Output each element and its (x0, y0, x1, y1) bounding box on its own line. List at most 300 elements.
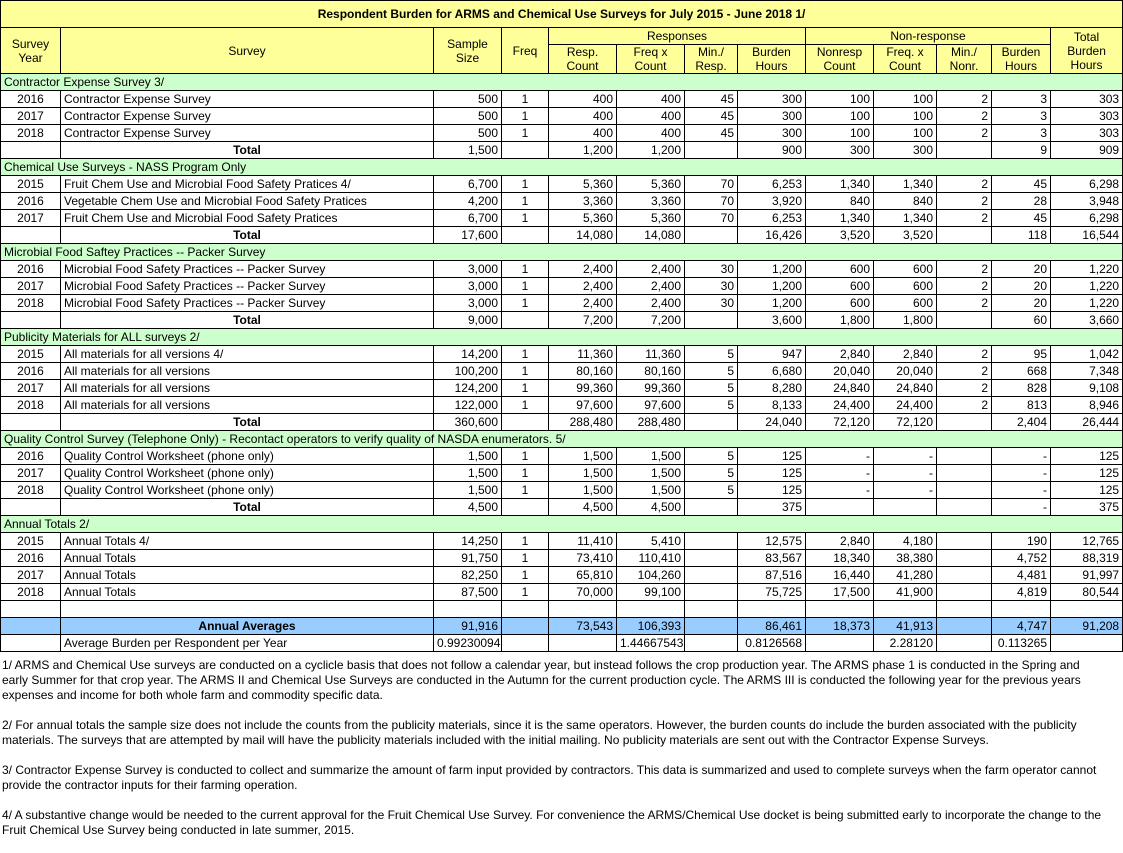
cell: 91,916 (434, 618, 502, 635)
cell: 125 (1051, 482, 1123, 499)
cell: 1 (502, 261, 549, 278)
cell: 24,400 (806, 397, 874, 414)
cell: - (992, 465, 1051, 482)
cell: 41,913 (874, 618, 937, 635)
cell (937, 465, 992, 482)
cell: 4,180 (874, 533, 937, 550)
cell: 3,360 (549, 193, 617, 210)
cell (1, 142, 61, 159)
cell: 124,200 (434, 380, 502, 397)
table-row (1, 584, 1123, 601)
cell (685, 414, 738, 431)
cell: 80,544 (1051, 584, 1123, 601)
cell: 4,500 (434, 499, 502, 516)
cell: 5 (685, 397, 738, 414)
cell: 91,208 (1051, 618, 1123, 635)
cell (685, 312, 738, 329)
cell: 2 (937, 176, 992, 193)
header-resp-count: Resp. Count (549, 45, 617, 74)
cell: 1,340 (874, 176, 937, 193)
section-header (1, 431, 1123, 448)
cell: Annual Totals (61, 550, 434, 567)
cell: 20 (992, 261, 1051, 278)
cell: 500 (434, 125, 502, 142)
cell: 91,997 (1051, 567, 1123, 584)
cell (937, 227, 992, 244)
cell: 2 (937, 278, 992, 295)
cell: 14,200 (434, 346, 502, 363)
cell: 668 (992, 363, 1051, 380)
cell: 947 (738, 346, 806, 363)
header-total-burden-hours: Total Burden Hours (1051, 28, 1123, 74)
cell: 73,543 (549, 618, 617, 635)
cell: 2,840 (874, 346, 937, 363)
cell (685, 142, 738, 159)
cell: Annual Totals 4/ (61, 533, 434, 550)
cell (992, 601, 1051, 618)
cell: 1 (502, 278, 549, 295)
section-title: Contractor Expense Survey 3/ (1, 74, 1123, 91)
cell: 2018 (1, 295, 61, 312)
cell: 1,500 (549, 482, 617, 499)
cell: 909 (1051, 142, 1123, 159)
cell: 12,765 (1051, 533, 1123, 550)
cell (1, 635, 61, 652)
cell: 1,500 (434, 448, 502, 465)
cell: 5,360 (549, 176, 617, 193)
cell: 300 (738, 91, 806, 108)
section-title: Chemical Use Surveys - NASS Program Only (1, 159, 1123, 176)
cell: 87,516 (738, 567, 806, 584)
cell: 125 (738, 448, 806, 465)
cell: 2,404 (992, 414, 1051, 431)
cell (874, 601, 937, 618)
cell: 1,220 (1051, 295, 1123, 312)
cell: 1,500 (434, 482, 502, 499)
cell (937, 567, 992, 584)
cell: 30 (685, 295, 738, 312)
cell: 1 (502, 363, 549, 380)
cell: 5 (685, 363, 738, 380)
footnotes (0, 652, 1109, 838)
cell (502, 601, 549, 618)
cell: 900 (738, 142, 806, 159)
cell: 1,042 (1051, 346, 1123, 363)
cell: 2016 (1, 193, 61, 210)
cell: 7,200 (549, 312, 617, 329)
table-row (1, 193, 1123, 210)
cell: - (874, 465, 937, 482)
cell: 1,200 (738, 261, 806, 278)
cell: Fruit Chem Use and Microbial Food Safety Pratices (61, 210, 434, 227)
cell: 100 (874, 108, 937, 125)
cell: 3,000 (434, 261, 502, 278)
cell: 1,800 (874, 312, 937, 329)
cell: 106,393 (617, 618, 685, 635)
cell: 1 (502, 567, 549, 584)
section-header (1, 74, 1123, 91)
cell: All materials for all versions (61, 363, 434, 380)
footnote-1: 1/ ARMS and Chemical Use surveys are conducted on a cycliclе basis that does not follow a calendar year, but instead follows the crop production year. The ARMS phase 1 is conducted in the Spring and early Summer for that crop year. The ARMS II and Chemical Use Surveys are conducted in the Autumn for the current production cycle. The ARMS III is conducted the following year for the previous years expenses and income for both whole farm and commodity specific data. (2, 658, 1081, 702)
cell: 2 (937, 108, 992, 125)
cell: Annual Averages (61, 618, 434, 635)
table-row (1, 550, 1123, 567)
cell: Total (61, 142, 434, 159)
footnote-2: 2/ For annual totals the sample size does not include the counts from the publicity materials, since it is the same operators. However, the burden counts do include the burden associated with the publicity materials. The surveys that are attempted by mail will have the publicity materials included with the initial mailing. No publicity materials are sent out with the Contractor Expense Surveys. (2, 718, 1077, 747)
average-burden-row (1, 635, 1123, 652)
cell: 45 (992, 210, 1051, 227)
cell (502, 312, 549, 329)
total-row (1, 414, 1123, 431)
cell: 100,200 (434, 363, 502, 380)
cell: 16,544 (1051, 227, 1123, 244)
cell: 2018 (1, 397, 61, 414)
cell: 1 (502, 448, 549, 465)
cell: 0.113265 (992, 635, 1051, 652)
cell: 97,600 (549, 397, 617, 414)
cell: Total (61, 414, 434, 431)
cell: 3,000 (434, 295, 502, 312)
cell: 300 (738, 108, 806, 125)
table-row (1, 278, 1123, 295)
cell: 3 (992, 108, 1051, 125)
cell: 70,000 (549, 584, 617, 601)
cell (685, 499, 738, 516)
cell: 118 (992, 227, 1051, 244)
cell: 2,840 (806, 346, 874, 363)
cell: 2015 (1, 176, 61, 193)
total-row (1, 142, 1123, 159)
cell: 360,600 (434, 414, 502, 431)
cell: 2 (937, 397, 992, 414)
cell: Total (61, 312, 434, 329)
cell: 17,500 (806, 584, 874, 601)
cell (685, 618, 738, 635)
cell: 73,410 (549, 550, 617, 567)
cell: 6,298 (1051, 176, 1123, 193)
cell: 400 (617, 91, 685, 108)
cell: 6,298 (1051, 210, 1123, 227)
cell: 400 (549, 108, 617, 125)
cell: 65,810 (549, 567, 617, 584)
header-sample-size: Sample Size (434, 28, 502, 74)
cell: 1 (502, 397, 549, 414)
header-min-nonr: Min./ Nonr. (937, 45, 992, 74)
cell: 2017 (1, 380, 61, 397)
cell (738, 601, 806, 618)
cell: 2 (937, 210, 992, 227)
cell: 11,360 (549, 346, 617, 363)
cell: 4,752 (992, 550, 1051, 567)
cell (502, 618, 549, 635)
cell: 18,373 (806, 618, 874, 635)
section-title: Microbial Food Saftey Practices -- Packer Survey (1, 244, 1123, 261)
cell: 5 (685, 482, 738, 499)
cell: 3,948 (1051, 193, 1123, 210)
cell: 2017 (1, 567, 61, 584)
cell: 400 (617, 108, 685, 125)
cell: 2018 (1, 482, 61, 499)
table-row (1, 261, 1123, 278)
cell: 100 (806, 125, 874, 142)
cell: 3 (992, 91, 1051, 108)
cell: 7,348 (1051, 363, 1123, 380)
total-row (1, 312, 1123, 329)
cell: Microbial Food Safety Practices -- Packer Survey (61, 295, 434, 312)
cell: 2018 (1, 584, 61, 601)
cell (549, 635, 617, 652)
cell: 2018 (1, 125, 61, 142)
cell: 300 (806, 142, 874, 159)
header-nonresp-freq-x-count: Freq. x Count (874, 45, 937, 74)
cell (549, 601, 617, 618)
table-row (1, 176, 1123, 193)
header-nonresp-burden-hours: Burden Hours (992, 45, 1051, 74)
cell: 2017 (1, 278, 61, 295)
cell: 16,426 (738, 227, 806, 244)
cell: 1 (502, 465, 549, 482)
cell: 5,410 (617, 533, 685, 550)
table-row (1, 125, 1123, 142)
total-row (1, 499, 1123, 516)
table-row (1, 465, 1123, 482)
header-survey-year: Survey Year (1, 28, 61, 74)
cell: 26,444 (1051, 414, 1123, 431)
cell: 20,040 (874, 363, 937, 380)
cell: 1,200 (738, 278, 806, 295)
section-header (1, 159, 1123, 176)
cell: 3,360 (617, 193, 685, 210)
cell: 16,440 (806, 567, 874, 584)
cell (806, 499, 874, 516)
cell: All materials for all versions (61, 397, 434, 414)
cell: 88,319 (1051, 550, 1123, 567)
section-header (1, 244, 1123, 261)
cell: 70 (685, 210, 738, 227)
table-row (1, 210, 1123, 227)
cell: 5,360 (617, 176, 685, 193)
cell: 400 (549, 91, 617, 108)
cell: 2 (937, 346, 992, 363)
cell (937, 584, 992, 601)
cell: 24,840 (806, 380, 874, 397)
cell: 45 (992, 176, 1051, 193)
cell: 97,600 (617, 397, 685, 414)
cell: 6,700 (434, 176, 502, 193)
cell: 2016 (1, 363, 61, 380)
cell: - (874, 448, 937, 465)
header-responses: Responses (549, 28, 806, 45)
cell: 288,480 (617, 414, 685, 431)
cell: 3,920 (738, 193, 806, 210)
cell (502, 414, 549, 431)
footnote-4: 4/ A substantive change would be needed to the current approval for the Fruit Chemical Use Survey. For convenience the ARMS/Chemical Use docket is being submitted early to incorporate the change to the Fruit Chemical Use Survey being conducted in late summer, 2015. (2, 808, 1102, 837)
cell: 24,040 (738, 414, 806, 431)
cell: 8,280 (738, 380, 806, 397)
cell: 1 (502, 584, 549, 601)
cell: 125 (1051, 465, 1123, 482)
cell: 3,520 (874, 227, 937, 244)
cell (685, 635, 738, 652)
cell: 91,750 (434, 550, 502, 567)
cell: 45 (685, 91, 738, 108)
table-row (1, 363, 1123, 380)
cell: 75,725 (738, 584, 806, 601)
cell: 1,220 (1051, 261, 1123, 278)
cell: Microbial Food Safety Practices -- Packer Survey (61, 261, 434, 278)
cell: - (806, 482, 874, 499)
cell: 1,340 (874, 210, 937, 227)
cell: 2015 (1, 533, 61, 550)
cell: 1,500 (617, 482, 685, 499)
table-row (1, 380, 1123, 397)
cell: 95 (992, 346, 1051, 363)
cell: 500 (434, 91, 502, 108)
table-row (1, 448, 1123, 465)
cell: 12,575 (738, 533, 806, 550)
cell: All materials for all versions 4/ (61, 346, 434, 363)
cell (502, 499, 549, 516)
cell: 1,500 (617, 448, 685, 465)
cell: 1 (502, 346, 549, 363)
cell: 6,253 (738, 210, 806, 227)
cell: 41,280 (874, 567, 937, 584)
cell (937, 601, 992, 618)
total-row (1, 227, 1123, 244)
cell: 2016 (1, 550, 61, 567)
cell: - (806, 465, 874, 482)
cell (502, 142, 549, 159)
cell: 828 (992, 380, 1051, 397)
cell: 3,660 (1051, 312, 1123, 329)
cell: 6,700 (434, 210, 502, 227)
cell: Contractor Expense Survey (61, 125, 434, 142)
cell: 1,500 (434, 142, 502, 159)
table-row (1, 482, 1123, 499)
cell: 2017 (1, 465, 61, 482)
cell: 100 (806, 91, 874, 108)
cell (937, 499, 992, 516)
cell: Annual Totals (61, 567, 434, 584)
cell: 110,410 (617, 550, 685, 567)
cell: 1,200 (738, 295, 806, 312)
cell (502, 635, 549, 652)
cell: - (992, 448, 1051, 465)
cell: 1 (502, 295, 549, 312)
cell: 14,250 (434, 533, 502, 550)
cell: 1,500 (549, 448, 617, 465)
cell: 288,480 (549, 414, 617, 431)
table-row (1, 91, 1123, 108)
cell: 1,500 (549, 465, 617, 482)
cell: Microbial Food Safety Practices -- Packer Survey (61, 278, 434, 295)
cell: - (992, 499, 1051, 516)
section-title: Annual Totals 2/ (1, 516, 1123, 533)
cell: 2,840 (806, 533, 874, 550)
cell: 9,000 (434, 312, 502, 329)
cell (1, 414, 61, 431)
cell: 86,461 (738, 618, 806, 635)
cell: 83,567 (738, 550, 806, 567)
cell: 2 (937, 91, 992, 108)
cell: Quality Control Worksheet (phone only) (61, 482, 434, 499)
cell: 60 (992, 312, 1051, 329)
cell: 4,819 (992, 584, 1051, 601)
cell: 2 (937, 125, 992, 142)
cell (434, 601, 502, 618)
table-row (1, 533, 1123, 550)
cell: 14,080 (549, 227, 617, 244)
cell: 72,120 (806, 414, 874, 431)
cell (685, 601, 738, 618)
cell: 20 (992, 278, 1051, 295)
cell: 0.99230094 (434, 635, 502, 652)
header-min-resp: Min./ Resp. (685, 45, 738, 74)
cell: 87,500 (434, 584, 502, 601)
cell (874, 499, 937, 516)
cell: 5 (685, 346, 738, 363)
cell (937, 414, 992, 431)
cell: 6,253 (738, 176, 806, 193)
cell: 18,340 (806, 550, 874, 567)
cell: Vegetable Chem Use and Microbial Food Safety Pratices (61, 193, 434, 210)
cell: 20 (992, 295, 1051, 312)
cell: 1 (502, 91, 549, 108)
cell: 100 (874, 91, 937, 108)
header-freq-x-count: Freq x Count (617, 45, 685, 74)
cell: 840 (806, 193, 874, 210)
cell: 9 (992, 142, 1051, 159)
cell: Annual Totals (61, 584, 434, 601)
cell: 1 (502, 533, 549, 550)
cell: 28 (992, 193, 1051, 210)
cell: 41,900 (874, 584, 937, 601)
cell: 45 (685, 108, 738, 125)
cell (806, 601, 874, 618)
cell (617, 601, 685, 618)
cell: 14,080 (617, 227, 685, 244)
cell: 99,100 (617, 584, 685, 601)
header-freq: Freq (502, 28, 549, 74)
cell: 1,200 (549, 142, 617, 159)
cell: 70 (685, 176, 738, 193)
cell: 300 (738, 125, 806, 142)
cell: 5,360 (617, 210, 685, 227)
cell: 6,680 (738, 363, 806, 380)
cell (685, 533, 738, 550)
table-row (1, 601, 1123, 618)
cell: 2 (937, 261, 992, 278)
cell: 813 (992, 397, 1051, 414)
cell (937, 482, 992, 499)
cell: 9,108 (1051, 380, 1123, 397)
cell: 80,160 (549, 363, 617, 380)
cell: 2,400 (617, 261, 685, 278)
header-survey: Survey (61, 28, 434, 74)
cell: 400 (549, 125, 617, 142)
cell (937, 142, 992, 159)
cell: 11,360 (617, 346, 685, 363)
cell (937, 550, 992, 567)
cell: 375 (738, 499, 806, 516)
cell: 125 (1051, 448, 1123, 465)
cell: 2015 (1, 346, 61, 363)
cell (685, 584, 738, 601)
cell: 1,800 (806, 312, 874, 329)
cell: 4,481 (992, 567, 1051, 584)
cell: 303 (1051, 125, 1123, 142)
cell (1, 227, 61, 244)
